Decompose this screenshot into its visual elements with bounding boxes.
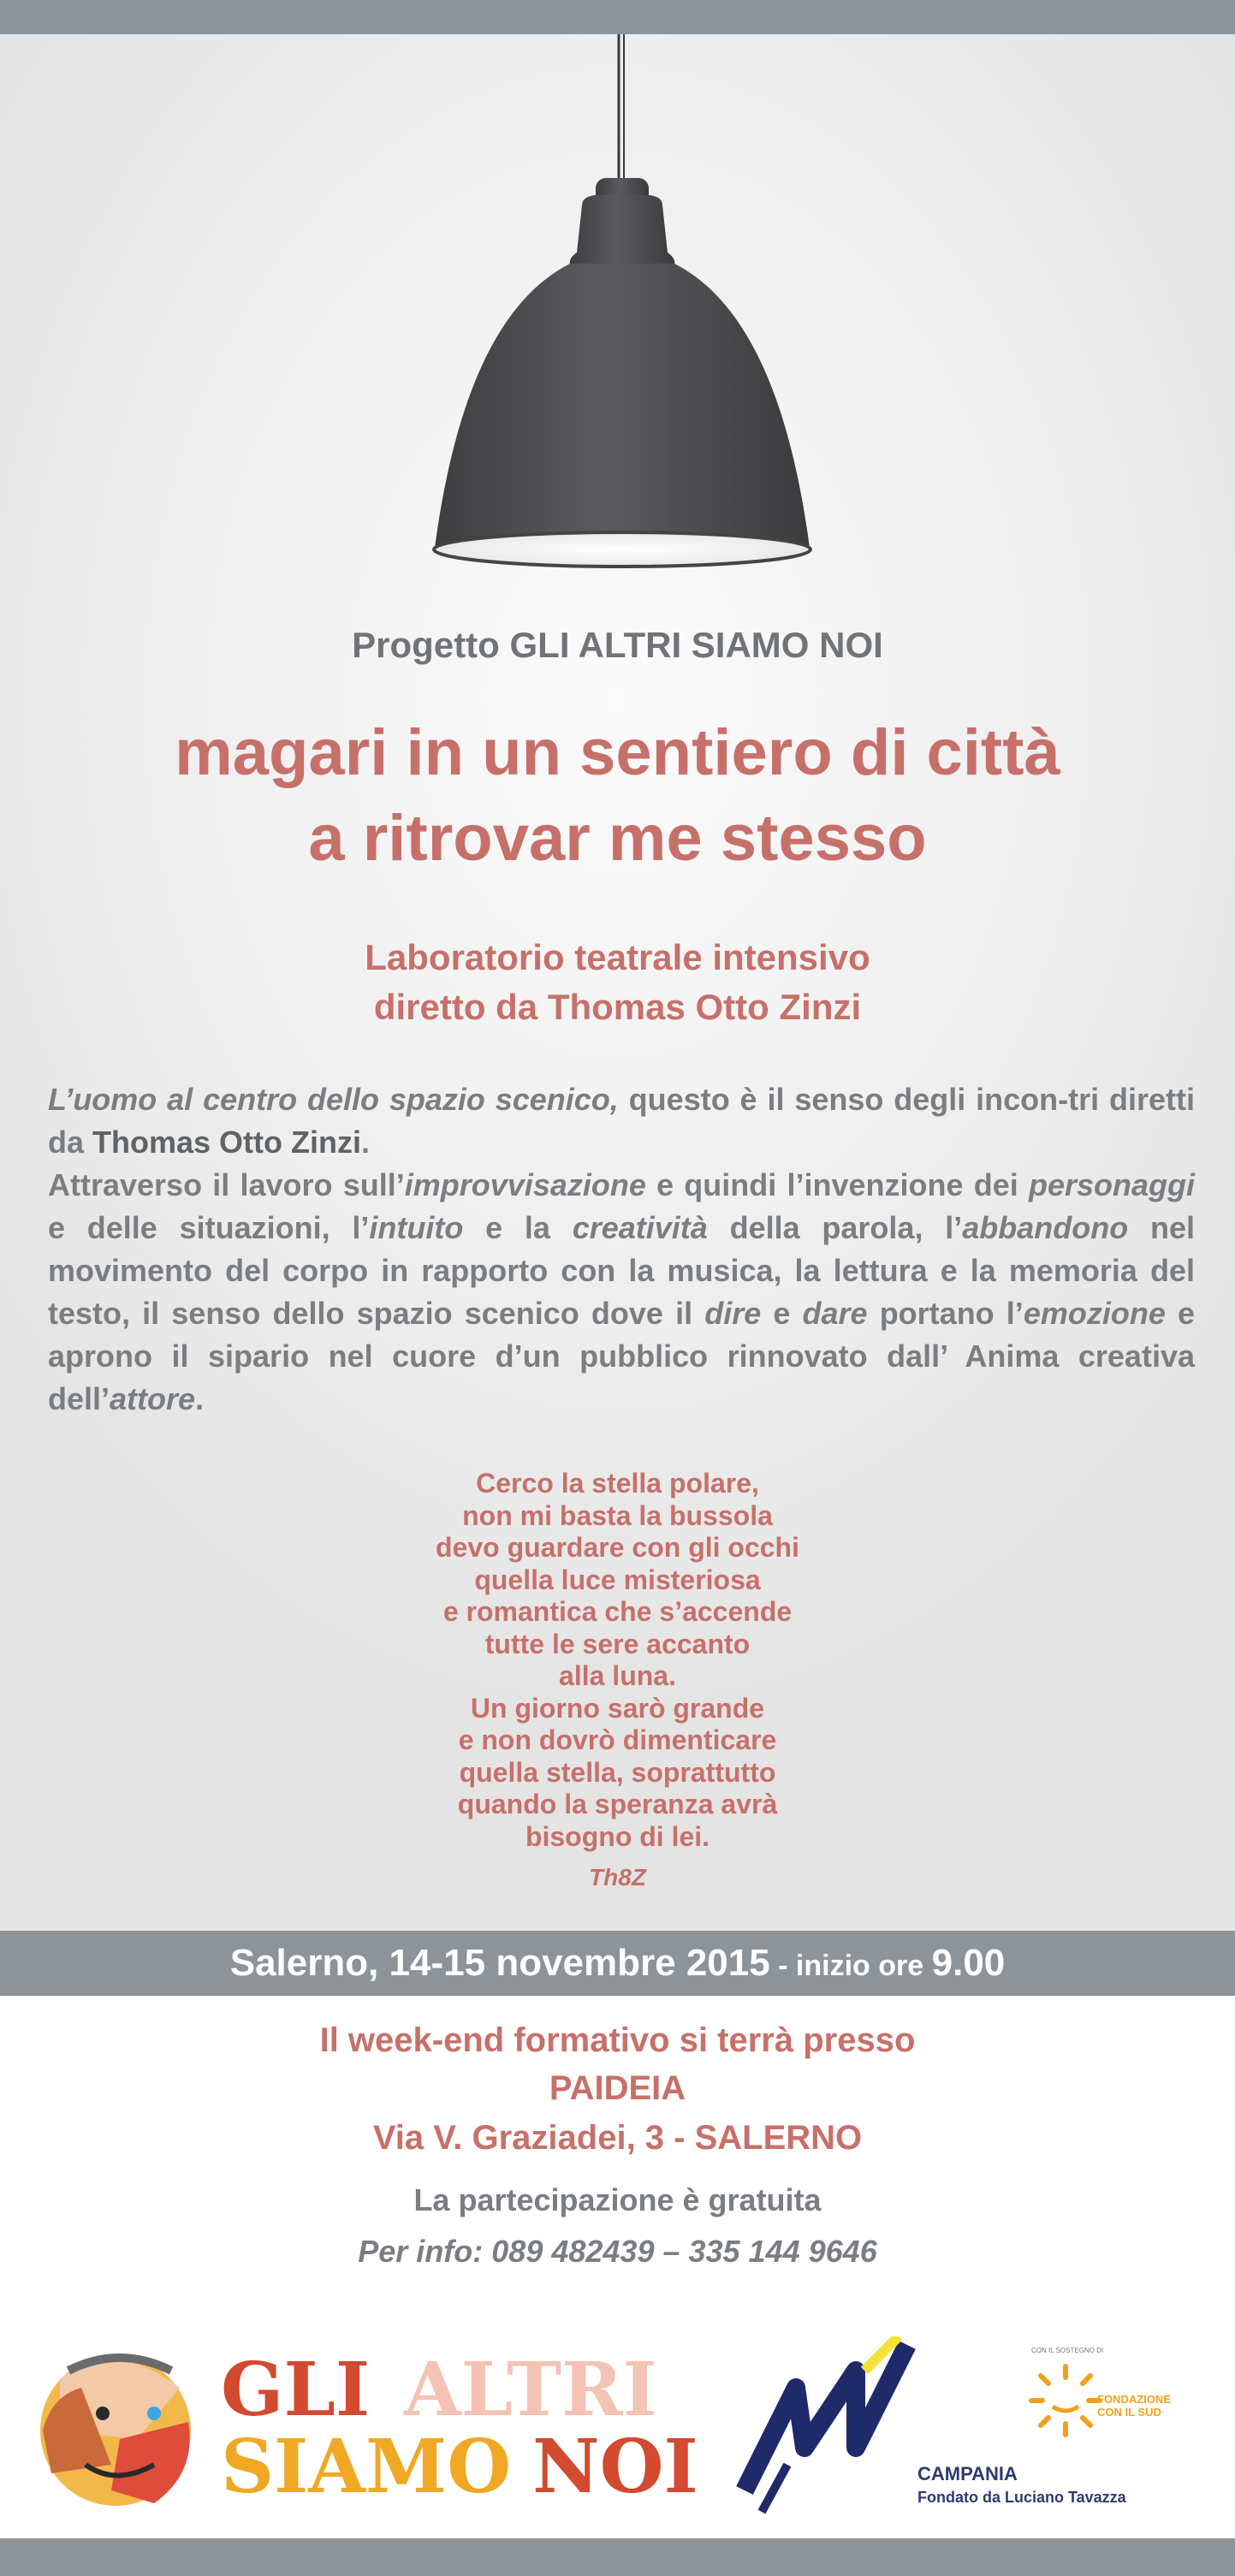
text-run: della parola, l’ [707, 1210, 963, 1245]
italic-word: personaggi [1028, 1167, 1195, 1202]
mli-logo-icon [736, 2336, 924, 2525]
project-kicker: Progetto GLI ALTRI SIAMO NOI [352, 625, 883, 665]
text-run: e la [463, 1210, 573, 1245]
headline [0, 710, 1235, 881]
venue-address: Via V. Graziadei, 3 - SALERNO [372, 2119, 863, 2157]
text-run: e [761, 1296, 803, 1331]
poem-line: bisogno di lei. [525, 1820, 710, 1852]
description-paragraph-2 [48, 1164, 1195, 1421]
poem-line: Un giorno sarò grande [470, 1692, 765, 1724]
poem-signature: Th8Z [589, 1864, 646, 1890]
fcs-name-line-2: CON IL SUD [1097, 2406, 1161, 2419]
poem-line: e non dovrò dimenticare [458, 1724, 777, 1755]
text-run: . [361, 1125, 371, 1160]
text-run: Attraverso il lavoro sull’ [48, 1167, 405, 1202]
text-run: e quindi l’invenzione dei [645, 1167, 1029, 1202]
logo-word-altri: ALTRI [404, 2347, 657, 2433]
director-name: Thomas Otto Zinzi [92, 1125, 361, 1160]
hero-section [0, 34, 1235, 1931]
bottom-bar [0, 2538, 1235, 2576]
poem-line: quella luce misteriosa [474, 1564, 761, 1595]
fcs-support-label: CON IL SOSTEGNO DI [1031, 2347, 1104, 2354]
sponsor-logos [0, 2328, 1235, 2533]
text-run: nel movimento del corpo in rapporto con la musica, la lettura e la memoria del testo, il senso dello spazio scenico dove il [48, 1210, 1196, 1331]
text-run: questo è il senso degli incon-tri diretti da [48, 1082, 1195, 1160]
text-run: e delle situazioni, l’ [48, 1210, 370, 1245]
venue-intro: Il week-end formativo si terrà presso [319, 2021, 916, 2059]
top-bar [0, 0, 1235, 34]
poem-line: Cerco la stella polare, [476, 1468, 759, 1499]
italic-word: improvvisazione [404, 1167, 646, 1202]
italic-word: attore [110, 1381, 196, 1416]
sun-logo-icon [1027, 2362, 1104, 2439]
contact-info: Per info: 089 482439 – 335 144 9646 [358, 2234, 877, 2269]
poem-line: tutte le sere accanto [484, 1628, 751, 1659]
venue-name: PAIDEIA [549, 2069, 686, 2107]
description [48, 1078, 1195, 1421]
fcs-name-line-1: FONDAZIONE [1097, 2393, 1171, 2406]
subtitle [0, 933, 1235, 1032]
italic-word: dire [704, 1296, 762, 1331]
mli-region: CAMPANIA [917, 2463, 1018, 2484]
italic-word: abbandono [962, 1210, 1129, 1245]
headline-line-1: magari in un sentiero di città [175, 716, 1060, 789]
mli-founder: Fondato da Luciano Tavazza [917, 2489, 1126, 2506]
subtitle-line-2: diretto da Thomas Otto Zinzi [373, 987, 862, 1027]
poem-line: non mi basta la bussola [462, 1499, 773, 1531]
start-time: 9.00 [931, 1942, 1006, 1984]
text-run: portano l’ [867, 1296, 1024, 1331]
italic-word: creatività [572, 1210, 708, 1245]
text-run: e aprono il sipario nel cuore d’un pubblico rinnovato dall’ Anima creativa dell’ [48, 1296, 1195, 1416]
logo-word-gli: GLI [221, 2347, 371, 2433]
pendant-lamp-icon [411, 34, 839, 633]
description-paragraph-1 [48, 1078, 1195, 1164]
participation-note: La partecipazione è gratuita [413, 2182, 822, 2217]
italic-word: dare [802, 1296, 868, 1331]
start-label: - inizio ore [769, 1950, 932, 1982]
poem-line: e romantica che s’accende [442, 1596, 793, 1627]
italic-word: emozione [1023, 1296, 1166, 1331]
poem [0, 1468, 1235, 1853]
poem-line: devo guardare con gli occhi [436, 1532, 799, 1563]
poem-line: alla luna. [559, 1660, 676, 1691]
date-bar [0, 1931, 1235, 1996]
logo-word-noi: NOI [532, 2424, 698, 2510]
faces-logo-icon [34, 2345, 214, 2516]
italic-word: intuito [369, 1210, 464, 1245]
event-date: Salerno, 14-15 novembre 2015 [229, 1942, 770, 1984]
fcs-name [1097, 2393, 1171, 2419]
italic-phrase: L’uomo al centro dello spazio scenico, [48, 1082, 619, 1117]
headline-line-2: a ritrovar me stesso [308, 802, 927, 875]
subtitle-line-1: Laboratorio teatrale intensivo [365, 937, 870, 977]
logo-word-siamo: SIAMO [221, 2424, 512, 2510]
poem-line: quando la speranza avrà [457, 1789, 778, 1819]
text-run: . [195, 1381, 205, 1416]
poem-line: quella stella, soprattutto [459, 1756, 776, 1788]
